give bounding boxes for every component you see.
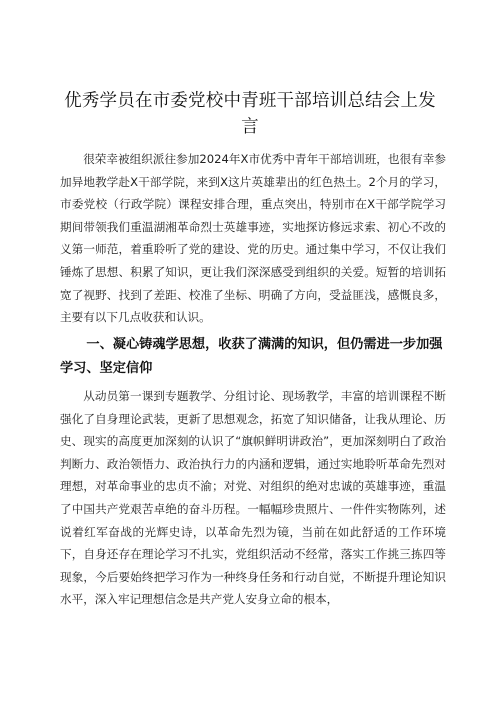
section-paragraph-block <box>60 385 446 611</box>
section-paragraph: 从动员第一课到专题教学、分组讨论、现场教学，丰富的培训课程不断强化了自身理论武装，更新了思想观念，拓宽了知识储备，让我从理论、历史、现实的高度更加深刻的认识了“旗帜鲜明讲政治”，更加深刻明白了政治判断力、政治领悟力、政治执行力的内涵和逻辑，通过实地聆听革命先烈对理想，对革命事业的忠贞不渝；对党、对组织的绝对忠诚的英雄事迹，重温了中国共产党艰苦卓绝的奋斗历程。一幅幅珍贵照片、一件件实物陈列，述说着红军奋战的光辉史诗，以革命先烈为镜，当前在如此舒适的工作环境下，自身还存在理论学习不扎实，党组织活动不经常，落实工作挑三拣四等现象，今后要始终把学习作为一种终身任务和行动自觉，不断提升理论知识水平，深入牢记理想信念是共产党人安身立命的根本， <box>60 389 446 607</box>
section-heading: 一、凝心铸魂学思想，收获了满满的知识，但仍需进一步加强学习、坚定信仰 <box>60 337 443 376</box>
intro-paragraph-block <box>60 148 446 329</box>
document-title: 优秀学员在市委党校中青班干部培训总结会上发言 <box>64 91 436 137</box>
intro-paragraph: 很荣幸被组织派往参加2024年X市优秀中青年干部培训班，也很有幸参加异地教学赴X干部学院，来到X这片英雄辈出的红色热土。2个月的学习，市委党校（行政学院）课程安排合理，重点突出，特别市在X干部学院学习期间带领我们重温湖湘革命烈士英雄事迹，实地探访修远求索、初心不改的义第一师范，着重聆听了党的建设、党的历史。通过集中学习，不仅让我们锤炼了思想、积累了知识，更让我们深深感受到组织的关爱。短暂的培训拓宽了视野、找到了差距、校准了坐标、明确了方向，受益匪浅，感慨良多，主要有以下几点收获和认识。 <box>60 152 446 325</box>
